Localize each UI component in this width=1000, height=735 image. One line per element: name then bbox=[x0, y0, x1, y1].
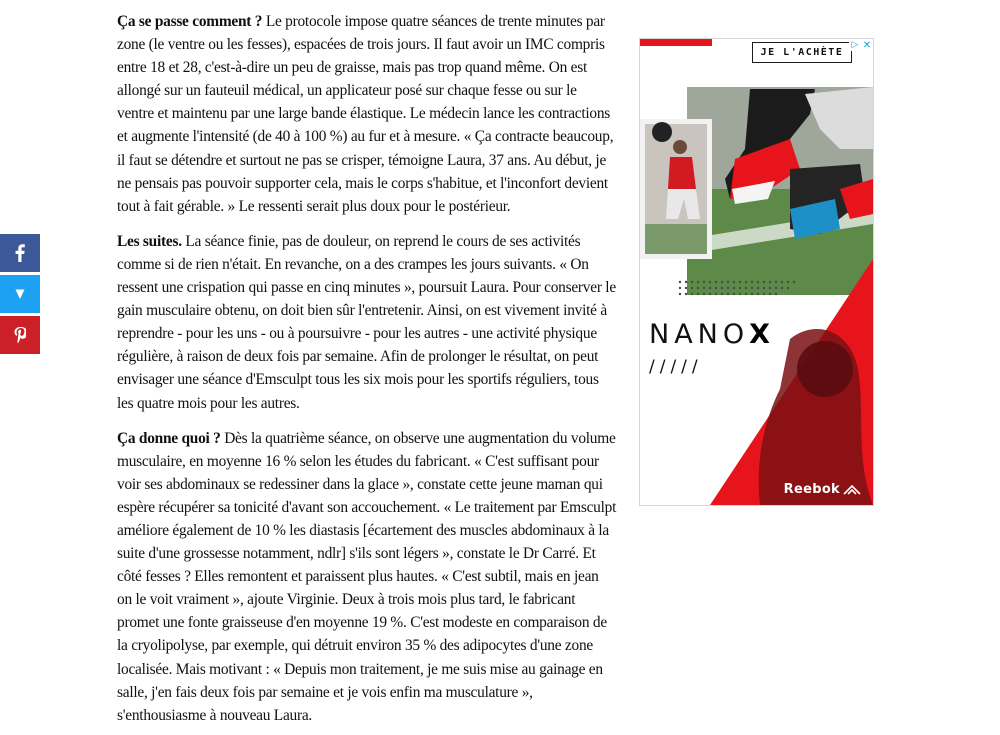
adchoices-icon[interactable]: ▷ bbox=[851, 40, 859, 50]
paragraph-lead: Ça se passe comment ? bbox=[117, 13, 263, 30]
paragraph-text: Dès la quatrième séance, on observe une augmentation du volume musculaire, en moyenne 16 % selon les études du fabricant. « C'est suffisant pour voir ses abdominaux se redessiner dans la glace », constate cette jeune maman qui espère récupérer sa tonicité d'avant son accouchement. « Le traitement par Emsculpt améliore également de 10 % les diastasis [écartement des muscles abdominaux à la suite d'une grossesse notamment, ndlr] s'ils sont légers », constate le Dr Carré. Et côté fesses ? Elles remontent et paraissent plus hautes. « C'est subtil, mais en jean on le voit vraiment », ajoute Virginie. Deux à trois mois plus tard, le fabricant promet une fonte graisseuse d'en moyenne 19 %. C'est modeste en comparaison de la cryolipolyse, par exemple, qui détruit environ 35 % des adipocytes d'une zone localisée. Mais motivant : « Depuis mon traitement, je me suis mise au gainage en salle, j'en fais deux fois par semaine et je vois enfin ma musculature », s'enthousiasme à nouveau Laura. bbox=[117, 429, 617, 724]
paragraph-text: Le protocole impose quatre séances de trente minutes par zone (le ventre ou les fesses), espacées de trois jours. Il faut avoir un IMC compris entre 18 et 28, c'est-à-dire un peu de graisse, mais pas trop quand même. On est allongé sur un fauteuil médical, un applicateur posé sur chaque fesse ou sur le ventre et maintenu par une large bande élastique. Le médecin lance les contractions et augmente l'intensité (de 40 à 100 %) au fur et à mesure. « Ça contracte beaucoup, il faut se détendre et surtout ne pas se crisper, témoigne Laura, 37 ans. Au début, je ne pensais pas pouvoir supporter cela, mais le corps s'habitue, et l'inconfort devient tout à fait gérable. » Le ressenti serait plus doux pour le postérieur. bbox=[117, 13, 614, 215]
ad-artwork bbox=[640, 39, 873, 505]
article-paragraph bbox=[117, 10, 617, 218]
advertisement[interactable] bbox=[639, 38, 874, 506]
brand-x: X bbox=[749, 319, 775, 350]
facebook-share-button[interactable] bbox=[0, 234, 40, 272]
article-paragraph bbox=[117, 230, 617, 415]
ad-slashes: ///// bbox=[649, 357, 703, 377]
reebok-logo bbox=[784, 482, 861, 497]
social-share-bar bbox=[0, 234, 40, 357]
pinterest-icon bbox=[14, 327, 26, 344]
twitter-share-button[interactable] bbox=[0, 275, 40, 313]
logo-text: Reebok bbox=[783, 482, 840, 497]
paragraph-lead: Ça donne quoi ? bbox=[117, 429, 221, 447]
paragraph-text: La séance finie, pas de douleur, on reprend le cours de ses activités comme si de rien n'était. En revanche, on a des crampes les jours suivants. « On ressent une crispation qui passe en cinq minutes », poursuit Laura. Pour conserver le gain musculaire obtenu, on doit bien sûr l'entretenir. Ainsi, on est vivement invité à reprendre - pour les uns - ou à poursuivre - pour les autres - une activité physique régulière, à raison de deux fois par semaine. Afin de prolonger le résultat, on peut envisager une séance d'Emsculpt tous les six mois pour les sportifs réguliers, tous les quatre mois pour les autres. bbox=[117, 232, 616, 412]
ad-cta-button[interactable]: JE L'ACHÈTE bbox=[752, 42, 852, 63]
delta-icon bbox=[843, 485, 861, 495]
article-paragraph bbox=[117, 427, 617, 727]
ad-brand-name bbox=[649, 319, 775, 350]
article-body bbox=[117, 10, 617, 735]
twitter-icon bbox=[13, 288, 27, 300]
facebook-icon bbox=[15, 244, 25, 262]
pinterest-share-button[interactable] bbox=[0, 316, 40, 354]
paragraph-lead: Les suites. bbox=[117, 232, 182, 250]
brand-prefix: NANO bbox=[649, 319, 750, 350]
ad-choices[interactable] bbox=[849, 39, 873, 51]
close-icon[interactable]: ✕ bbox=[862, 39, 872, 51]
